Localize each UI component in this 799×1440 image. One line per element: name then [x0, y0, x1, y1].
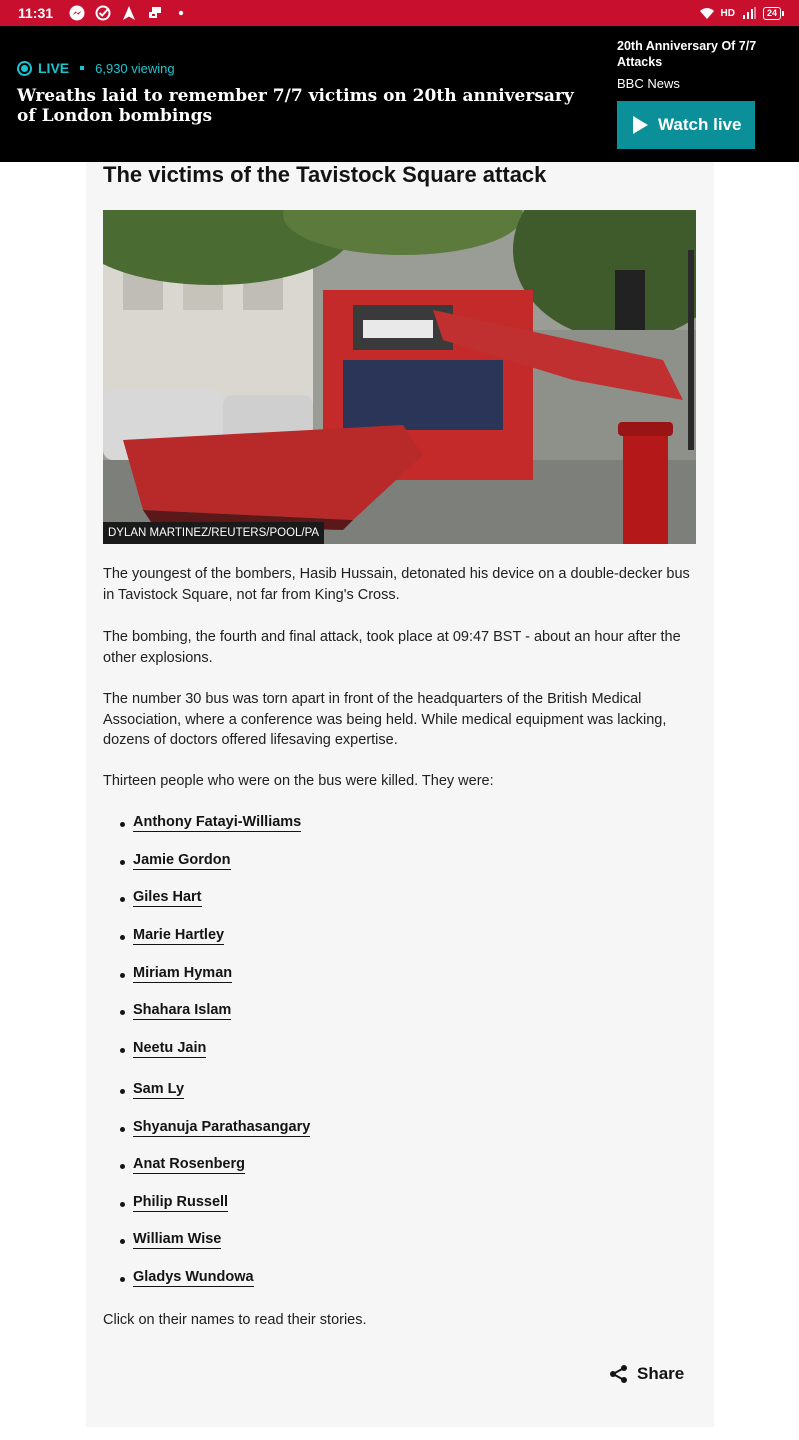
victim-link[interactable]: Shahara Islam: [133, 1002, 232, 1018]
bus-wreckage-image: [103, 210, 696, 544]
list-item: [103, 1231, 221, 1247]
closing-text: Click on their names to read their stories.: [103, 1312, 367, 1328]
list-item: [103, 1269, 254, 1285]
list-item: [103, 965, 232, 981]
share-label: Share: [637, 1364, 685, 1383]
paragraph-1: The youngest of the bombers, Hasib Hussain, detonated his device on a double-decker bus in Tavistock Square, not far from King's Cross.: [103, 566, 690, 603]
status-time: 11:31: [18, 5, 54, 21]
list-item: [103, 1119, 310, 1135]
victim-link[interactable]: Shyanuja Parathasangary: [133, 1119, 311, 1135]
victim-link[interactable]: Giles Hart: [133, 889, 202, 905]
wifi-icon: [699, 5, 715, 21]
navigation-icon: [121, 5, 137, 21]
victim-link[interactable]: Miriam Hyman: [133, 965, 233, 981]
messenger-icon: [69, 5, 85, 21]
signal-icon: [741, 5, 757, 21]
chat-icon: [147, 5, 163, 21]
share-button[interactable]: [609, 1364, 684, 1384]
live-headline[interactable]: Wreaths laid to remember 7/7 victims on 20th anniversary of London bombings: [17, 86, 574, 126]
dot-icon: [173, 5, 189, 21]
victim-link[interactable]: Philip Russell: [133, 1194, 229, 1210]
live-banner[interactable]: [0, 26, 799, 162]
list-item: [103, 1156, 245, 1172]
victim-link[interactable]: Jamie Gordon: [133, 852, 231, 868]
list-item: [103, 1081, 184, 1097]
list-item: [103, 1002, 231, 1018]
paragraph-3: The number 30 bus was torn apart in front of the headquarters of the British Medical Association, where a conference was being held. While medical equipment was lacking, dozens of doctors offered lifesaving expertise.: [103, 691, 667, 748]
live-badge: LIVE: [38, 60, 70, 76]
article-card: [86, 162, 714, 1427]
paragraph-4: Thirteen people who were on the bus were killed. They were:: [103, 773, 494, 789]
article-photo: [103, 210, 696, 544]
victim-link[interactable]: Anthony Fatayi-Williams: [133, 814, 302, 830]
list-item: [103, 1194, 228, 1210]
watch-live-button[interactable]: [617, 101, 755, 149]
separator: [80, 66, 84, 70]
list-item: [103, 852, 231, 868]
live-icon: [17, 61, 32, 76]
list-item: [103, 814, 301, 830]
viewer-count: 6,930 viewing: [95, 60, 175, 76]
list-item: [103, 889, 202, 905]
victim-link[interactable]: Anat Rosenberg: [133, 1156, 245, 1172]
photo-credit: DYLAN MARTINEZ/REUTERS/POOL/PA: [103, 522, 324, 544]
live-indicator: [17, 60, 175, 76]
paragraph-2: The bombing, the fourth and final attack, took place at 09:47 BST - about an hour after the other explosions.: [103, 629, 681, 666]
battery-icon: 24: [763, 7, 781, 20]
victim-link[interactable]: William Wise: [133, 1231, 222, 1247]
victim-link[interactable]: Neetu Jain: [133, 1040, 207, 1056]
watch-live-label: Watch live: [658, 115, 742, 134]
victim-link[interactable]: Gladys Wundowa: [133, 1269, 254, 1285]
victim-link[interactable]: Marie Hartley: [133, 927, 225, 943]
victim-link[interactable]: Sam Ly: [133, 1081, 185, 1097]
list-item: [103, 1040, 206, 1056]
stream-title: 20th Anniversary Of 7/7 Attacks: [617, 39, 757, 69]
list-item: [103, 927, 224, 943]
stream-source: BBC News: [617, 76, 680, 91]
network-type: HD: [720, 7, 735, 19]
check-circle-icon: [95, 5, 111, 21]
share-icon: [609, 1364, 629, 1384]
live-stream-info: [617, 38, 787, 91]
status-bar: [0, 0, 799, 26]
article-title: The victims of the Tavistock Square attack: [103, 162, 547, 187]
play-icon: [633, 116, 648, 134]
